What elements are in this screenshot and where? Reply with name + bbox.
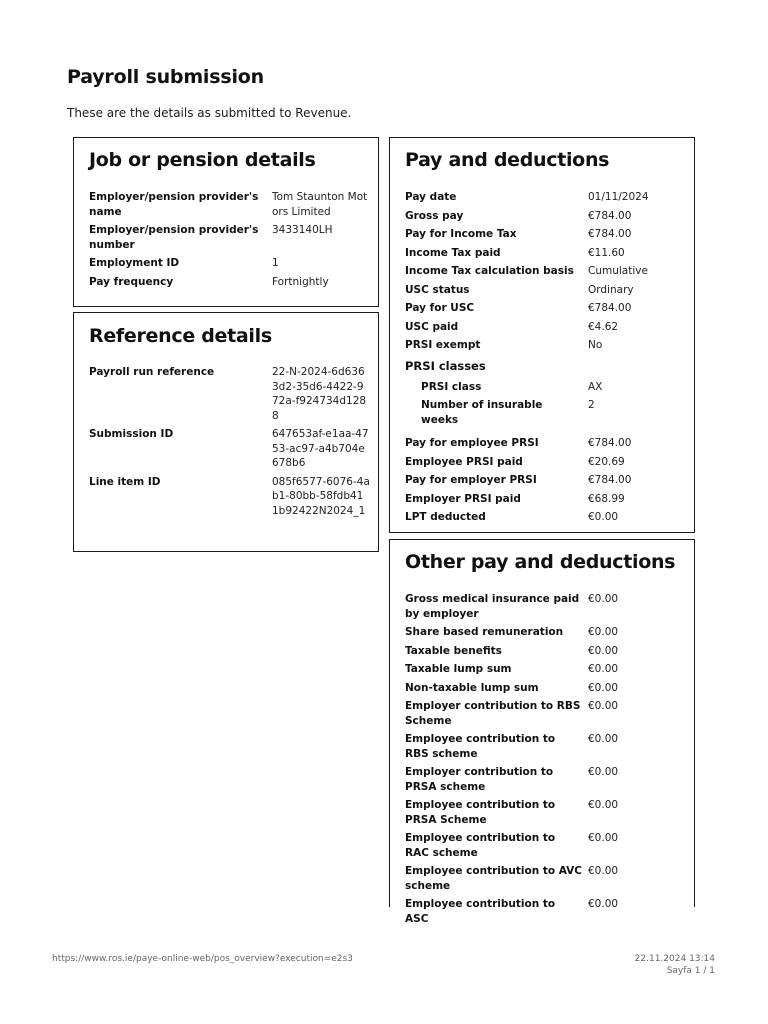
pay-row-prsi-exempt bbox=[405, 338, 686, 353]
row-value: 3433140LH bbox=[272, 224, 333, 236]
row-value: €0.00 bbox=[588, 865, 619, 877]
row-label: LPT deducted bbox=[405, 511, 486, 523]
row-label: Employer contribution to PRSA scheme bbox=[405, 766, 554, 793]
row-label: Employee contribution to AVC scheme bbox=[405, 865, 582, 892]
reference-details-panel bbox=[73, 312, 379, 552]
row-value: Fortnightly bbox=[272, 275, 329, 288]
row-value: €0.00 bbox=[588, 626, 619, 638]
prsi-row-class bbox=[405, 380, 686, 395]
row-label: Employer/pension provider's name bbox=[89, 191, 259, 218]
job-details-panel bbox=[73, 137, 379, 307]
row-value: Cumulative bbox=[588, 265, 648, 277]
pay-deductions-panel bbox=[389, 137, 695, 533]
pay-row-employee-prsi-paid bbox=[405, 455, 686, 470]
job-row-pay-frequency bbox=[89, 275, 370, 290]
job-row-employment-id bbox=[89, 256, 370, 271]
row-label: USC status bbox=[405, 283, 470, 296]
row-label: PRSI exempt bbox=[405, 339, 481, 351]
row-value: €0.00 bbox=[588, 644, 619, 657]
row-label: Pay date bbox=[405, 191, 457, 203]
job-details-list bbox=[89, 190, 370, 289]
other-pay-title: Other pay and deductions bbox=[405, 551, 676, 573]
row-value: €20.69 bbox=[588, 455, 625, 468]
pay-row-employee-prsi-pay bbox=[405, 436, 686, 451]
other-row-employee-asc bbox=[405, 897, 686, 926]
row-value: AX bbox=[588, 380, 603, 393]
row-label: Employer contribution to RBS Scheme bbox=[405, 700, 581, 727]
row-label: Employer PRSI paid bbox=[405, 492, 521, 505]
pay-row-gross-pay bbox=[405, 209, 686, 224]
job-details-title: Job or pension details bbox=[89, 149, 316, 171]
row-label: Employer/pension provider's number bbox=[89, 224, 259, 251]
row-value: €784.00 bbox=[588, 302, 632, 314]
row-value: €0.00 bbox=[588, 766, 619, 778]
row-label: Pay for Income Tax bbox=[405, 228, 517, 240]
row-value: Tom Staunton Motors Limited bbox=[272, 191, 368, 218]
row-label: Employee PRSI paid bbox=[405, 455, 523, 468]
row-label: Employment ID bbox=[89, 257, 180, 269]
other-row-non-taxable-lump-sum bbox=[405, 681, 686, 696]
other-row-employee-prsa bbox=[405, 798, 686, 827]
row-label: Line item ID bbox=[89, 475, 161, 488]
row-label: Taxable lump sum bbox=[405, 663, 512, 675]
intro-text: These are the details as submitted to Revenue. bbox=[67, 106, 352, 120]
other-pay-panel bbox=[389, 539, 695, 925]
row-value: €784.00 bbox=[588, 474, 632, 486]
footer-url: https://www.ros.ie/paye-online-web/pos_overview?execution=e2s3 bbox=[52, 954, 353, 964]
row-value: €0.00 bbox=[588, 700, 619, 712]
row-value: €0.00 bbox=[588, 733, 619, 745]
other-pay-list bbox=[405, 592, 686, 926]
row-label: Employee contribution to ASC bbox=[405, 898, 556, 925]
row-value: €784.00 bbox=[588, 228, 632, 240]
row-value: 2 bbox=[588, 399, 595, 411]
row-label: Pay frequency bbox=[89, 275, 174, 288]
row-label: Income Tax paid bbox=[405, 246, 501, 259]
other-row-employee-rbs bbox=[405, 732, 686, 761]
row-value: €0.00 bbox=[588, 593, 619, 605]
pay-row-employer-prsi-paid bbox=[405, 492, 686, 507]
row-value: 01/11/2024 bbox=[588, 191, 649, 203]
footer-datetime: 22.11.2024 13:14 bbox=[634, 954, 715, 964]
row-value: €0.00 bbox=[588, 799, 619, 811]
row-value: 1 bbox=[272, 257, 279, 269]
row-value: 22-N-2024-6d6363d2-35d6-4422-972a-f924734d1288 bbox=[272, 366, 367, 422]
pay-row-pay-for-income-tax bbox=[405, 227, 686, 242]
row-label: Pay for employer PRSI bbox=[405, 474, 537, 486]
pay-row-income-tax-basis bbox=[405, 264, 686, 279]
row-label: USC paid bbox=[405, 320, 459, 333]
row-value: €0.00 bbox=[588, 898, 619, 910]
row-label: Share based remuneration bbox=[405, 626, 564, 638]
pay-row-pay-date bbox=[405, 190, 686, 205]
row-label: Taxable benefits bbox=[405, 644, 502, 657]
other-row-employee-avc bbox=[405, 864, 686, 893]
row-label: Non-taxable lump sum bbox=[405, 681, 539, 694]
row-value: €784.00 bbox=[588, 437, 632, 449]
row-label: Pay for USC bbox=[405, 302, 475, 314]
footer-meta bbox=[635, 954, 715, 977]
row-value: €0.00 bbox=[588, 663, 619, 675]
footer-page-number: Sayfa 1 / 1 bbox=[666, 965, 715, 976]
other-row-share-remuneration bbox=[405, 625, 686, 640]
other-row-taxable-lump-sum bbox=[405, 662, 686, 677]
row-value: €0.00 bbox=[588, 832, 619, 844]
row-label: Submission ID bbox=[89, 428, 174, 440]
pay-row-pay-for-usc bbox=[405, 301, 686, 316]
row-value: €784.00 bbox=[588, 209, 632, 222]
row-label: Payroll run reference bbox=[89, 366, 215, 378]
ref-row-line-item-id bbox=[89, 475, 370, 519]
prsi-row-insurable-weeks bbox=[405, 398, 686, 427]
other-row-taxable-benefits bbox=[405, 644, 686, 659]
job-row-employer-number bbox=[89, 223, 370, 252]
pay-row-income-tax-paid bbox=[405, 246, 686, 261]
row-value: €0.00 bbox=[588, 681, 619, 694]
row-value: €68.99 bbox=[588, 492, 625, 505]
row-value: €0.00 bbox=[588, 511, 619, 523]
reference-details-title: Reference details bbox=[89, 325, 272, 347]
row-label: Employee contribution to RBS scheme bbox=[405, 733, 556, 760]
row-value: No bbox=[588, 339, 603, 351]
other-row-employee-rac bbox=[405, 831, 686, 860]
row-label: Gross medical insurance paid by employer bbox=[405, 593, 580, 620]
ref-row-payroll-run bbox=[89, 365, 370, 423]
pay-row-employer-prsi-pay bbox=[405, 473, 686, 488]
other-row-employer-rbs bbox=[405, 699, 686, 728]
reference-details-list bbox=[89, 365, 370, 518]
job-row-employer-name bbox=[89, 190, 370, 219]
row-value: 085f6577-6076-4ab1-80bb-58fdb411b92422N2024_1 bbox=[272, 475, 370, 517]
row-label: Gross pay bbox=[405, 209, 464, 222]
pay-deductions-title: Pay and deductions bbox=[405, 149, 610, 171]
row-value: 647653af-e1aa-4753-ac97-a4b704e678b6 bbox=[272, 428, 369, 469]
row-label: Employee contribution to RAC scheme bbox=[405, 832, 556, 859]
row-value: €11.60 bbox=[588, 246, 625, 259]
row-label: PRSI class bbox=[421, 380, 482, 393]
other-row-employer-prsa bbox=[405, 765, 686, 794]
prsi-classes-heading: PRSI classes bbox=[405, 358, 486, 373]
row-label: Income Tax calculation basis bbox=[405, 265, 574, 277]
other-row-medical-insurance bbox=[405, 592, 686, 621]
page-title: Payroll submission bbox=[67, 66, 264, 88]
row-value: Ordinary bbox=[588, 283, 634, 296]
pay-row-usc-paid bbox=[405, 320, 686, 335]
row-label: Pay for employee PRSI bbox=[405, 437, 539, 449]
row-label: Employee contribution to PRSA Scheme bbox=[405, 799, 556, 826]
pay-row-lpt-deducted bbox=[405, 510, 686, 525]
row-label: Number of insurable weeks bbox=[421, 399, 543, 426]
row-value: €4.62 bbox=[588, 320, 619, 333]
pay-row-usc-status bbox=[405, 283, 686, 298]
ref-row-submission-id bbox=[89, 427, 370, 471]
pay-deductions-list bbox=[405, 190, 686, 525]
